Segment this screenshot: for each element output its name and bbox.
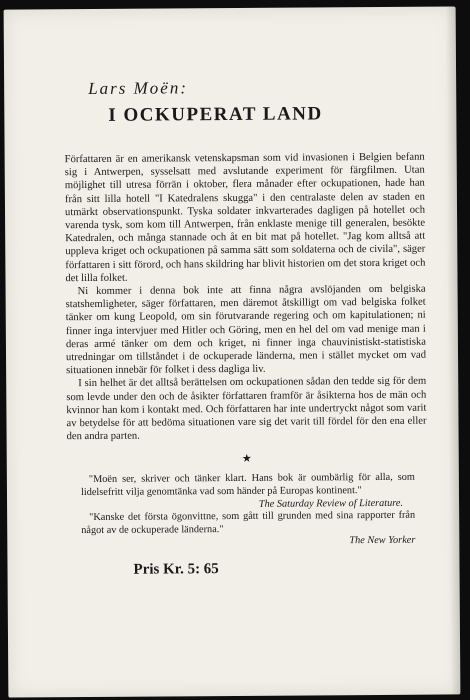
review-quote-1	[80, 472, 415, 510]
review-source: The New Yorker	[349, 535, 416, 547]
review-quotes	[67, 472, 428, 550]
blurb-text	[65, 151, 427, 444]
author-name: Lars Moën:	[88, 78, 189, 98]
cover-content	[64, 69, 428, 580]
price-label: Pris Kr. 5: 65	[133, 561, 219, 578]
review-quote-2: "Kanske det första ögonvittne, som gått till grunden med sina rapporter från något av de ockuperade länderna."	[81, 509, 416, 536]
blurb-paragraph-3: I sin helhet är det alltså berättelsen om ockupationen sådan den tedde sig för dem som levde under den och de åsikter författaren framför är åsikterna hos de män och kvinnor han kom i kontakt med. Och författaren har inte undertryckt något som varit av betydelse för att bedöma situationen vare sig det varit till fördel för den ena eller den andra parten.	[66, 376, 427, 443]
blurb-paragraph-1: Författaren är en amerikansk vetenskapsman som vid invasionen i Belgien befann sig i Antwerpen, sysselsatt med avslutande experiment för färgfilmen. Utan möjlighet till utresa förrän i oktober, flera månader efter ockupationen, hade han från sitt lilla hotell "I Katedralens skugga" i den centralaste delen av staden en utmärkt observationspunkt. Tyska soldater inkvarterades dagligen på hotellet och varenda tysk, som kom till Antwerpen, från enklaste menige till generalen, besökte Katedralen, och många stannade och åt en bit mat på hotellet. "Jag kom alltså att uppleva kriget och ockupationen på samma sätt som soldaterna och de civila", säger författaren i sitt förord, och hans skildring har blivit historien om det stora kriget och det lilla folket.	[64, 151, 426, 284]
book-title: I OCKUPERAT LAND	[108, 103, 323, 126]
book-back-cover	[4, 6, 461, 697]
review-source: The Saturday Review of Literature.	[258, 497, 404, 510]
star-separator-icon: ★	[241, 453, 252, 466]
blurb-paragraph-2: Ni kommer i denna bok inte att finna några avslöjanden om belgiska statshemligheter, säger författaren, men däremot åtskilligt om vad belgiska folket tänker om kung Leopold, om sin förutvarande regering och om kapitulationen; ni finner inga intervjuer med Hitler och Göring, men en hel del om vad menige man i deras armé tänker om dem och kriget, ni finner inga chauvinistiskt-statistiska utredningar om tillståndet i de ockuperade länderna, men i stället mycket om vad situationen innebär för folket i dess dagliga liv.	[65, 283, 427, 377]
review-quote-text: "Moën ser, skriver och tänker klart. Hans bok är oumbärlig för alla, som lidelsefritt vilja genomtänka vad som händer på Europas kontinent."	[80, 472, 415, 499]
